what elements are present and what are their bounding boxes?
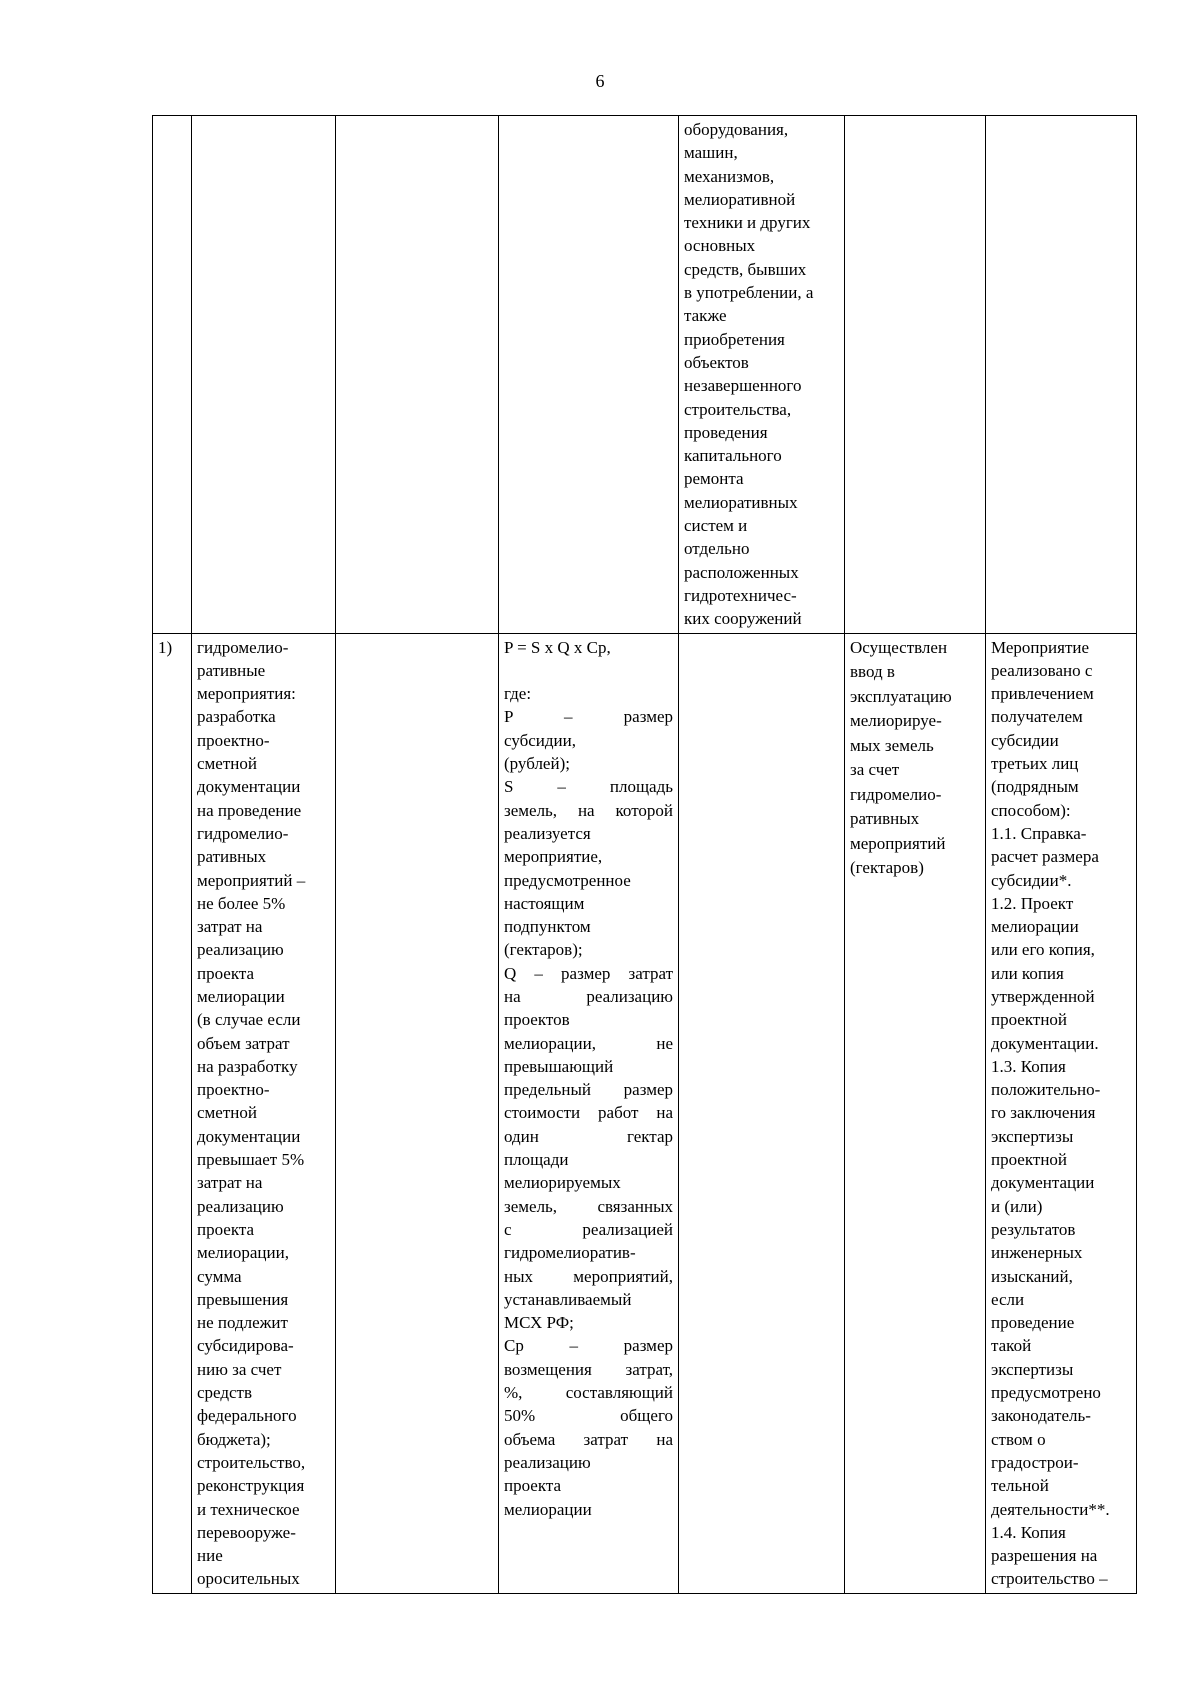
cell-line: градострои- xyxy=(991,1452,1079,1472)
cell-line: проектно- xyxy=(197,730,270,750)
cell-line: проведения xyxy=(684,422,768,442)
cell-line: основных xyxy=(684,236,756,256)
cell-line: проекта xyxy=(504,1476,562,1496)
cell-line: Q – размер затрат xyxy=(504,963,673,983)
cell-line: мых земель xyxy=(850,735,934,755)
cell-line: реализовано с xyxy=(991,660,1093,680)
cell-line: проведение xyxy=(991,1313,1075,1333)
cell-line: ние xyxy=(197,1546,223,1566)
cell-formula xyxy=(499,116,679,634)
cell-line: субсидии*. xyxy=(991,870,1072,890)
cell-line: субсидирова- xyxy=(197,1336,294,1356)
cell-line: средств, бывших xyxy=(684,259,807,279)
cell-line: P = S x Q x Cp, xyxy=(504,637,611,657)
cell-line: проекта xyxy=(197,963,255,983)
cell-line: или его копия, xyxy=(991,940,1095,960)
cell-col3 xyxy=(336,116,499,634)
cell-line: сметной xyxy=(197,754,257,774)
cell-line: S – площадь xyxy=(504,777,673,797)
cell-line: (гектаров); xyxy=(504,940,583,960)
cell-line: ративные xyxy=(197,660,266,680)
cell-line: проектной xyxy=(991,1150,1068,1170)
cell-line: мелиорации, xyxy=(197,1243,289,1263)
cell-line: и техническое xyxy=(197,1499,300,1519)
cell-line: проектно- xyxy=(197,1080,270,1100)
cell-line: 1.3. Копия xyxy=(991,1056,1066,1076)
cell-documents xyxy=(986,633,1137,1593)
cell-line: также xyxy=(684,306,727,326)
subsidy-table xyxy=(152,115,1137,1594)
cell-line: третьих лиц xyxy=(991,754,1079,774)
cell-line: 1.4. Копия xyxy=(991,1522,1066,1542)
cell-line: проекта xyxy=(197,1219,255,1239)
cell-line: результатов xyxy=(991,1219,1076,1239)
cell-line: разработка xyxy=(197,707,276,727)
cell-line: с реализацией xyxy=(504,1219,673,1239)
cell-line: ством о xyxy=(991,1429,1046,1449)
cell-line: за счет xyxy=(850,760,900,780)
cell-line: субсидии, xyxy=(504,730,576,750)
cell-line: затрат на xyxy=(197,917,263,937)
cell-line: где: xyxy=(504,684,532,704)
cell-line: ных мероприятий, xyxy=(504,1266,673,1286)
cell-line: площади xyxy=(504,1150,569,1170)
cell-line: реализацию xyxy=(197,940,284,960)
cell-line: получателем xyxy=(991,707,1083,727)
cell-line: 50% общего xyxy=(504,1406,673,1426)
cell-line: законодатель- xyxy=(991,1406,1091,1426)
cell-line: объема затрат на xyxy=(504,1429,673,1449)
cell-line: систем и xyxy=(684,516,748,536)
cell-line: (гектаров) xyxy=(850,858,924,878)
cell-line: привлечением xyxy=(991,684,1094,704)
cell-line: документации xyxy=(197,777,301,797)
cell-line: предусмотренное xyxy=(504,870,631,890)
cell-line: ремонта xyxy=(684,469,744,489)
cell-line: (в случае если xyxy=(197,1010,301,1030)
cell-line: превышения xyxy=(197,1289,289,1309)
cell-line: Cp – размер xyxy=(504,1336,673,1356)
cell-line: превышает 5% xyxy=(197,1150,305,1170)
cell-line: реконструкция xyxy=(197,1476,305,1496)
cell-number xyxy=(153,633,192,1593)
cell-line: 1.2. Проект xyxy=(991,893,1074,913)
cell-line: машин, xyxy=(684,143,738,163)
table-row-1 xyxy=(153,633,1137,1593)
cell-line: перевооруже- xyxy=(197,1522,296,1542)
cell-line: МСХ РФ; xyxy=(504,1313,574,1333)
cell-line: мелиорации, не xyxy=(504,1033,673,1053)
cell-line: земель, на которой xyxy=(504,800,673,820)
cell-line: ративных xyxy=(197,847,267,867)
cell-line: эксплуатацию xyxy=(850,686,952,706)
cell-line: бюджета); xyxy=(197,1429,271,1449)
cell-documents xyxy=(986,116,1137,634)
cell-line: и (или) xyxy=(991,1196,1043,1216)
cell-line: возмещения затрат, xyxy=(504,1359,673,1379)
cell-line: или копия xyxy=(991,963,1064,983)
cell-line: федерального xyxy=(197,1406,297,1426)
cell-line: сумма xyxy=(197,1266,242,1286)
cell-line: го заключения xyxy=(991,1103,1096,1123)
cell-line: изысканий, xyxy=(991,1266,1073,1286)
cell-line: реализуется xyxy=(504,823,591,843)
cell-line: экспертизы xyxy=(991,1359,1074,1379)
cell-line: документации. xyxy=(991,1033,1099,1053)
cell-line xyxy=(504,659,673,682)
cell-line: мелиоративной xyxy=(684,189,796,209)
cell-line: отдельно xyxy=(684,539,750,559)
cell-activity xyxy=(192,633,336,1593)
cell-line: мелиорации xyxy=(504,1499,592,1519)
cell-line: земель, связанных xyxy=(504,1196,673,1216)
cell-line: техники и других xyxy=(684,213,811,233)
cell-line: капитального xyxy=(684,446,782,466)
cell-line: (рублей); xyxy=(504,754,570,774)
cell-line: объем затрат xyxy=(197,1033,290,1053)
cell-line: незавершенного xyxy=(684,376,802,396)
cell-line: мелиорируемых xyxy=(504,1173,621,1193)
row-number: 1) xyxy=(158,637,173,657)
cell-line: на реализацию xyxy=(504,986,673,1006)
cell-line: сметной xyxy=(197,1103,257,1123)
cell-line: утвержденной xyxy=(991,986,1095,1006)
cell-line: стоимости работ на xyxy=(504,1103,673,1123)
cell-line: (подрядным xyxy=(991,777,1079,797)
cell-line: строительства, xyxy=(684,399,792,419)
cell-line: в употреблении, а xyxy=(684,283,814,303)
table-row-continued xyxy=(153,116,1137,634)
cell-line: не подлежит xyxy=(197,1313,288,1333)
cell-line: затрат на xyxy=(197,1173,263,1193)
cell-activity xyxy=(192,116,336,634)
cell-line: средств xyxy=(197,1383,253,1403)
cell-line: расположенных xyxy=(684,562,799,582)
cell-line: один гектар xyxy=(504,1126,673,1146)
cell-line: проектов xyxy=(504,1010,570,1030)
cell-line: оросительных xyxy=(197,1569,300,1589)
cell-line: объектов xyxy=(684,352,749,372)
cell-line: гидротехничес- xyxy=(684,585,797,605)
cell-line: настоящим xyxy=(504,893,585,913)
cell-line: мероприятие, xyxy=(504,847,603,867)
cell-line: мероприятия: xyxy=(197,684,296,704)
cell-line: реализацию xyxy=(504,1452,591,1472)
cell-line: тельной xyxy=(991,1476,1049,1496)
cell-line: гидромелио- xyxy=(197,823,289,843)
cell-result xyxy=(845,116,986,634)
cell-line: гидромелио- xyxy=(197,637,289,657)
cell-formula xyxy=(499,633,679,1593)
cell-line: гидромелио- xyxy=(850,784,942,804)
cell-number xyxy=(153,116,192,634)
cell-line: превышающий xyxy=(504,1056,614,1076)
cell-line: положительно- xyxy=(991,1080,1101,1100)
cell-line: гидромелиоратив- xyxy=(504,1243,636,1263)
cell-line: мелиорации xyxy=(991,917,1079,937)
cell-line: деятельности**. xyxy=(991,1499,1110,1519)
cell-result xyxy=(845,633,986,1593)
cell-line: P – размер xyxy=(504,707,673,727)
cell-line: устанавливаемый xyxy=(504,1289,632,1309)
cell-line: такой xyxy=(991,1336,1032,1356)
cell-col5 xyxy=(679,116,845,634)
cell-line: мероприятий – xyxy=(197,870,306,890)
cell-line: на разработку xyxy=(197,1056,298,1076)
cell-line: строительство – xyxy=(991,1569,1108,1589)
cell-line: мелиорации xyxy=(197,986,285,1006)
page-number: 6 xyxy=(595,71,605,91)
cell-line: документации xyxy=(991,1173,1095,1193)
cell-line: не более 5% xyxy=(197,893,286,913)
cell-line: ративных xyxy=(850,809,920,829)
cell-line: подпунктом xyxy=(504,917,591,937)
cell-line: способом): xyxy=(991,800,1071,820)
cell-line: 1.1. Справка- xyxy=(991,823,1087,843)
cell-line: проектной xyxy=(991,1010,1068,1030)
cell-line: ких сооружений xyxy=(684,609,802,629)
cell-line: приобретения xyxy=(684,329,785,349)
cell-line: разрешения на xyxy=(991,1546,1098,1566)
cell-line: мероприятий xyxy=(850,833,946,853)
cell-line: документации xyxy=(197,1126,301,1146)
cell-line: мелиоративных xyxy=(684,492,798,512)
cell-line: инженерных xyxy=(991,1243,1083,1263)
cell-line: реализацию xyxy=(197,1196,284,1216)
cell-col5 xyxy=(679,633,845,1593)
cell-line: субсидии xyxy=(991,730,1059,750)
cell-line: если xyxy=(991,1289,1025,1309)
cell-line: оборудования, xyxy=(684,120,789,139)
cell-line: предусмотрено xyxy=(991,1383,1101,1403)
cell-line: механизмов, xyxy=(684,166,775,186)
cell-line: расчет размера xyxy=(991,847,1099,867)
cell-line: предельный размер xyxy=(504,1080,673,1100)
cell-line: Мероприятие xyxy=(991,637,1090,657)
cell-line: строительство, xyxy=(197,1452,306,1472)
cell-line: Осуществлен xyxy=(850,637,948,657)
cell-line: мелиорируе- xyxy=(850,711,942,731)
cell-line: на проведение xyxy=(197,800,302,820)
cell-line: ввод в xyxy=(850,662,895,682)
cell-line: экспертизы xyxy=(991,1126,1074,1146)
cell-line: %, составляющий xyxy=(504,1383,673,1403)
cell-col3 xyxy=(336,633,499,1593)
cell-line: нию за счет xyxy=(197,1359,282,1379)
